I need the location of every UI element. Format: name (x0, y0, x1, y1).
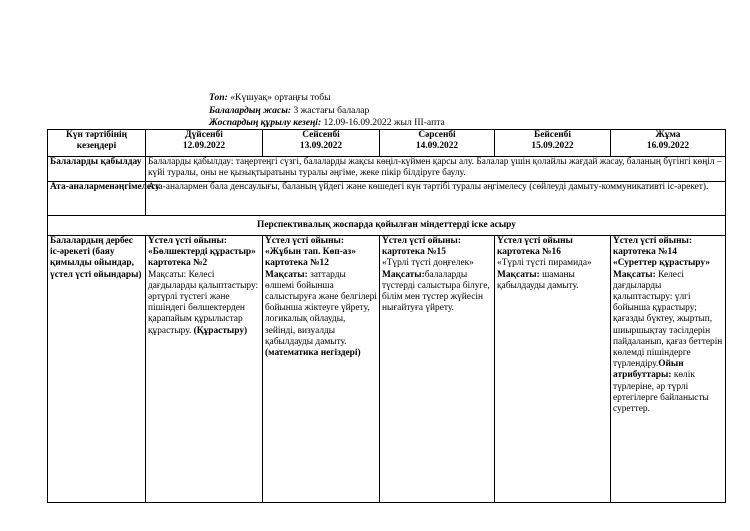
wed-goal-label: Мақсаты: (382, 269, 425, 280)
fri-attr: көлік түрлеріне, әр түрлі ертегілерге байланысты суреттер. (613, 370, 709, 415)
reception-text: Балаларды қабылдау: таңертеңгі сүзгі, балаларды жақсы көңіл-күймен қарсы алу. Балалар үшін қолайлы жағдай жасау, баланың бүгінгі көңіл – күйі туралы, оны не қызықтыратыны туралы әңгіме, жеке пікір білдіруге баулу. (146, 157, 726, 182)
age-value: 3 жастағы балалар (293, 105, 370, 116)
day-cell (380, 130, 495, 157)
day-name: Дүйсенбі (185, 130, 223, 140)
wednesday-activity (380, 236, 495, 503)
mon-tag: (Құрастыру) (193, 325, 248, 336)
header-period (209, 117, 445, 129)
day-name: Сәрсенбі (418, 130, 456, 140)
monday-activity (146, 236, 263, 503)
day-name: Сейсенбі (302, 130, 340, 140)
day-date: 16.09.2022 (646, 141, 690, 152)
day-date: 13.09.2022 (299, 141, 343, 152)
thu-name: «Түрлі түсті пирамида» (497, 258, 592, 269)
mon-title: Үстел үсті ойыны: «Бөлшектерді құрастыр» картотека №2 (148, 236, 256, 269)
fri-goal-label: Мақсаты: (613, 269, 656, 280)
mon-goal: Келесі дағдыларды қалыптастыру: әртүрлі түстегі және пішіндегі бөлшектерден қарапайым құрылыстар құрастыру. (148, 269, 259, 336)
tue-goal-label: Мақсаты: (265, 269, 308, 280)
fri-title: Үстел үсті ойыны: картотека №14 «Суреттер құрастыру» (613, 236, 710, 269)
group-label: Топ: (209, 92, 228, 103)
parents-row (48, 182, 726, 216)
thursday-activity (495, 236, 611, 503)
day-cell (263, 130, 380, 157)
day-cell (495, 130, 611, 157)
section-row (48, 216, 726, 236)
reception-label: Балаларды қабылдау (48, 157, 146, 182)
header-age (209, 105, 369, 117)
age-label: Балалардың жасы: (209, 105, 292, 116)
day-cell (146, 130, 263, 157)
wed-goal: балаларды түстерді салыстыра білуге, білім мен түстер жүйесін нығайтуға үйрету. (382, 269, 490, 314)
activity-label: Балалардың дербес іс-әрекеті (баяу қимылды ойындар, үстел үсті ойындары) (48, 236, 146, 503)
tuesday-activity (263, 236, 380, 503)
plan-table (47, 129, 726, 503)
section-title: Перспективалық жоспарда қойылған міндеттерді іске асыру (48, 216, 726, 236)
activity-row (48, 236, 726, 503)
thu-title: Үстел үсті ойыны картотека №16 (497, 236, 573, 258)
group-value: «Күшуақ» ортаңғы тобы (230, 92, 331, 103)
day-date: 12.09.2022 (182, 141, 226, 152)
friday-activity (611, 236, 726, 503)
parents-label: Ата-аналарменәңгімелесу (48, 182, 146, 216)
parents-text: Ата-аналармен бала денсаулығы, баланың үйдегі және көшедегі күн тәртібі туралы әңгімелесу (сөйлеуді дамыту-коммуникативті іс-әрекет). (146, 182, 726, 216)
header-group (209, 92, 331, 104)
tue-tag: (математика негіздері) (265, 348, 361, 359)
wed-name: «Түрлі түсті доңғелек» (382, 258, 474, 269)
day-name: Бейсенбі (534, 130, 571, 140)
thu-goal-label: Мақсаты: (497, 269, 540, 280)
period-value: 12.09-16.09.2022 жыл ІІІ-апта (323, 117, 445, 128)
tue-title: Үстел үсті ойыны: «Жұбын тап. Көп-аз» картотека №12 (265, 236, 356, 269)
day-cell (611, 130, 726, 157)
reception-row (48, 157, 726, 182)
corner-cell: Күн тәртібінің кезеңдері (48, 130, 146, 157)
period-label: Жоспардың құрылу кезеңі: (209, 117, 322, 128)
fri-attr-label: Ойын атрибуттары: (613, 359, 684, 381)
thu-goal: шаманы қабылдауды дамыту. (497, 269, 579, 291)
fri-goal: Келесі дағдыларды қалыптастыру: үлгі бойынша құрастыру; қағазды бүктеу, жыртып, шиыршықтау тәсілдерін пайдаланып, қағаз беттерін көлемді пішіндерге түрлендіру. (613, 269, 723, 370)
day-name: Жұма (655, 130, 681, 140)
mon-goal-label: Мақсаты: (148, 269, 187, 280)
wed-title: Үстел үсті ойыны: картотека №15 (382, 236, 461, 258)
day-date: 15.09.2022 (531, 141, 574, 152)
tue-goal: заттарды өлшемі бойынша салыстыруға және белгілері бойынша жіктеуге үйрету, логикалық ойлауды, зейінді, визуалды қабылдауды дамыту. (265, 269, 377, 347)
day-date: 14.09.2022 (415, 141, 459, 152)
table-header-row (48, 130, 726, 157)
